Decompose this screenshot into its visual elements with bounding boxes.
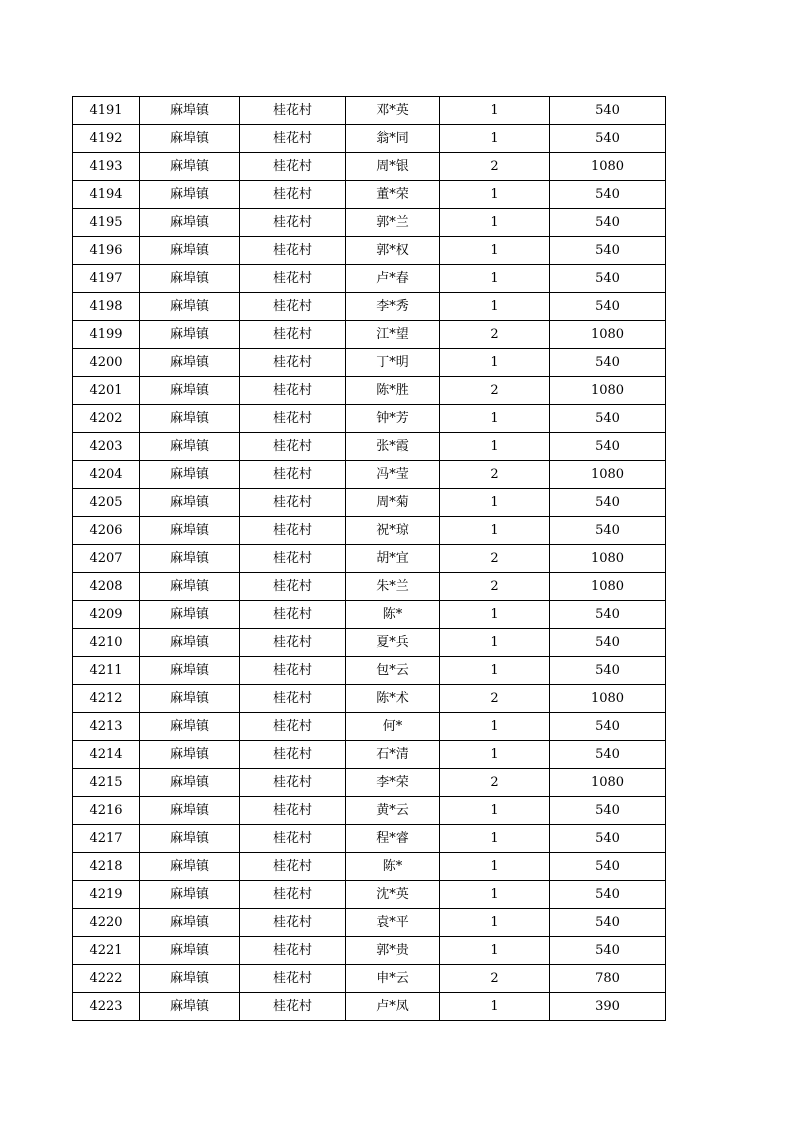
name-cell: 卢*凤 [346,993,440,1021]
table-row [73,461,666,489]
amount-cell: 540 [550,293,666,321]
data-table [72,96,666,1021]
count-cell: 1 [440,209,550,237]
count-cell: 1 [440,853,550,881]
amount-cell: 1080 [550,573,666,601]
count-cell: 2 [440,321,550,349]
row-number-cell: 4197 [73,265,140,293]
town-cell: 麻埠镇 [140,993,240,1021]
amount-cell: 540 [550,97,666,125]
village-cell: 桂花村 [240,433,346,461]
name-cell: 陈*胜 [346,377,440,405]
name-cell: 冯*莹 [346,461,440,489]
village-cell: 桂花村 [240,965,346,993]
amount-cell: 540 [550,517,666,545]
amount-cell: 540 [550,181,666,209]
count-cell: 1 [440,601,550,629]
name-cell: 翁*同 [346,125,440,153]
name-cell: 李*荣 [346,769,440,797]
village-cell: 桂花村 [240,209,346,237]
name-cell: 祝*琼 [346,517,440,545]
village-cell: 桂花村 [240,153,346,181]
row-number-cell: 4203 [73,433,140,461]
count-cell: 1 [440,741,550,769]
village-cell: 桂花村 [240,265,346,293]
table-row [73,685,666,713]
row-number-cell: 4205 [73,489,140,517]
name-cell: 陈* [346,853,440,881]
row-number-cell: 4220 [73,909,140,937]
village-cell: 桂花村 [240,713,346,741]
row-number-cell: 4221 [73,937,140,965]
table-row [73,377,666,405]
row-number-cell: 4196 [73,237,140,265]
count-cell: 2 [440,965,550,993]
row-number-cell: 4194 [73,181,140,209]
table-row [73,881,666,909]
row-number-cell: 4215 [73,769,140,797]
town-cell: 麻埠镇 [140,629,240,657]
village-cell: 桂花村 [240,797,346,825]
name-cell: 沈*英 [346,881,440,909]
village-cell: 桂花村 [240,741,346,769]
table-row [73,741,666,769]
row-number-cell: 4208 [73,573,140,601]
amount-cell: 1080 [550,685,666,713]
table-row [73,405,666,433]
count-cell: 2 [440,769,550,797]
amount-cell: 540 [550,797,666,825]
count-cell: 1 [440,713,550,741]
table-row [73,349,666,377]
amount-cell: 780 [550,965,666,993]
town-cell: 麻埠镇 [140,377,240,405]
count-cell: 1 [440,797,550,825]
count-cell: 2 [440,573,550,601]
town-cell: 麻埠镇 [140,825,240,853]
row-number-cell: 4201 [73,377,140,405]
village-cell: 桂花村 [240,293,346,321]
count-cell: 1 [440,909,550,937]
town-cell: 麻埠镇 [140,797,240,825]
town-cell: 麻埠镇 [140,741,240,769]
amount-cell: 540 [550,937,666,965]
name-cell: 钟*芳 [346,405,440,433]
amount-cell: 540 [550,489,666,517]
name-cell: 申*云 [346,965,440,993]
town-cell: 麻埠镇 [140,461,240,489]
row-number-cell: 4216 [73,797,140,825]
name-cell: 卢*春 [346,265,440,293]
count-cell: 2 [440,377,550,405]
row-number-cell: 4210 [73,629,140,657]
town-cell: 麻埠镇 [140,657,240,685]
village-cell: 桂花村 [240,825,346,853]
town-cell: 麻埠镇 [140,713,240,741]
table-row [73,657,666,685]
amount-cell: 540 [550,825,666,853]
village-cell: 桂花村 [240,181,346,209]
name-cell: 何* [346,713,440,741]
name-cell: 丁*明 [346,349,440,377]
village-cell: 桂花村 [240,881,346,909]
name-cell: 黄*云 [346,797,440,825]
village-cell: 桂花村 [240,685,346,713]
amount-cell: 540 [550,405,666,433]
name-cell: 夏*兵 [346,629,440,657]
count-cell: 1 [440,489,550,517]
count-cell: 1 [440,97,550,125]
table-row [73,797,666,825]
town-cell: 麻埠镇 [140,601,240,629]
name-cell: 郭*兰 [346,209,440,237]
town-cell: 麻埠镇 [140,965,240,993]
name-cell: 董*荣 [346,181,440,209]
amount-cell: 540 [550,629,666,657]
table-row [73,97,666,125]
table-row [73,937,666,965]
town-cell: 麻埠镇 [140,937,240,965]
town-cell: 麻埠镇 [140,769,240,797]
row-number-cell: 4202 [73,405,140,433]
table-row [73,825,666,853]
count-cell: 2 [440,685,550,713]
count-cell: 2 [440,153,550,181]
village-cell: 桂花村 [240,853,346,881]
table-row [73,125,666,153]
row-number-cell: 4213 [73,713,140,741]
town-cell: 麻埠镇 [140,265,240,293]
name-cell: 张*霞 [346,433,440,461]
table-row [73,853,666,881]
table-row [73,433,666,461]
count-cell: 1 [440,937,550,965]
count-cell: 1 [440,181,550,209]
count-cell: 1 [440,629,550,657]
village-cell: 桂花村 [240,377,346,405]
amount-cell: 540 [550,853,666,881]
village-cell: 桂花村 [240,349,346,377]
name-cell: 周*银 [346,153,440,181]
town-cell: 麻埠镇 [140,293,240,321]
name-cell: 江*望 [346,321,440,349]
town-cell: 麻埠镇 [140,97,240,125]
amount-cell: 540 [550,433,666,461]
amount-cell: 1080 [550,321,666,349]
amount-cell: 540 [550,713,666,741]
row-number-cell: 4191 [73,97,140,125]
row-number-cell: 4211 [73,657,140,685]
village-cell: 桂花村 [240,321,346,349]
row-number-cell: 4223 [73,993,140,1021]
table-body [73,97,666,1021]
town-cell: 麻埠镇 [140,517,240,545]
village-cell: 桂花村 [240,601,346,629]
name-cell: 邓*英 [346,97,440,125]
count-cell: 1 [440,881,550,909]
village-cell: 桂花村 [240,405,346,433]
town-cell: 麻埠镇 [140,545,240,573]
row-number-cell: 4195 [73,209,140,237]
name-cell: 胡*宜 [346,545,440,573]
count-cell: 2 [440,461,550,489]
amount-cell: 1080 [550,461,666,489]
table-row [73,601,666,629]
amount-cell: 540 [550,125,666,153]
town-cell: 麻埠镇 [140,153,240,181]
count-cell: 1 [440,125,550,153]
row-number-cell: 4198 [73,293,140,321]
count-cell: 2 [440,545,550,573]
table-row [73,769,666,797]
name-cell: 包*云 [346,657,440,685]
village-cell: 桂花村 [240,545,346,573]
village-cell: 桂花村 [240,237,346,265]
amount-cell: 540 [550,237,666,265]
village-cell: 桂花村 [240,993,346,1021]
row-number-cell: 4206 [73,517,140,545]
table-row [73,153,666,181]
row-number-cell: 4207 [73,545,140,573]
count-cell: 1 [440,433,550,461]
table-row [73,909,666,937]
amount-cell: 540 [550,601,666,629]
row-number-cell: 4193 [73,153,140,181]
name-cell: 陈*术 [346,685,440,713]
row-number-cell: 4192 [73,125,140,153]
table-row [73,629,666,657]
town-cell: 麻埠镇 [140,853,240,881]
name-cell: 程*睿 [346,825,440,853]
amount-cell: 1080 [550,545,666,573]
name-cell: 郭*权 [346,237,440,265]
name-cell: 郭*贵 [346,937,440,965]
table-row [73,965,666,993]
village-cell: 桂花村 [240,489,346,517]
village-cell: 桂花村 [240,97,346,125]
count-cell: 1 [440,349,550,377]
table-row [73,489,666,517]
town-cell: 麻埠镇 [140,433,240,461]
table-row [73,293,666,321]
table-row [73,237,666,265]
name-cell: 袁*平 [346,909,440,937]
village-cell: 桂花村 [240,769,346,797]
town-cell: 麻埠镇 [140,909,240,937]
amount-cell: 1080 [550,377,666,405]
amount-cell: 540 [550,881,666,909]
town-cell: 麻埠镇 [140,349,240,377]
town-cell: 麻埠镇 [140,881,240,909]
town-cell: 麻埠镇 [140,321,240,349]
row-number-cell: 4212 [73,685,140,713]
name-cell: 陈* [346,601,440,629]
count-cell: 1 [440,517,550,545]
row-number-cell: 4204 [73,461,140,489]
town-cell: 麻埠镇 [140,237,240,265]
amount-cell: 1080 [550,769,666,797]
name-cell: 李*秀 [346,293,440,321]
table-row [73,181,666,209]
village-cell: 桂花村 [240,517,346,545]
amount-cell: 1080 [550,153,666,181]
amount-cell: 390 [550,993,666,1021]
town-cell: 麻埠镇 [140,181,240,209]
town-cell: 麻埠镇 [140,685,240,713]
town-cell: 麻埠镇 [140,489,240,517]
town-cell: 麻埠镇 [140,405,240,433]
village-cell: 桂花村 [240,461,346,489]
row-number-cell: 4199 [73,321,140,349]
village-cell: 桂花村 [240,629,346,657]
count-cell: 1 [440,993,550,1021]
village-cell: 桂花村 [240,657,346,685]
amount-cell: 540 [550,265,666,293]
row-number-cell: 4200 [73,349,140,377]
table-row [73,209,666,237]
amount-cell: 540 [550,909,666,937]
village-cell: 桂花村 [240,909,346,937]
table-row [73,993,666,1021]
table-row [73,573,666,601]
count-cell: 1 [440,825,550,853]
count-cell: 1 [440,237,550,265]
table-row [73,265,666,293]
table-row [73,713,666,741]
count-cell: 1 [440,265,550,293]
name-cell: 朱*兰 [346,573,440,601]
amount-cell: 540 [550,741,666,769]
row-number-cell: 4222 [73,965,140,993]
row-number-cell: 4219 [73,881,140,909]
town-cell: 麻埠镇 [140,209,240,237]
village-cell: 桂花村 [240,937,346,965]
amount-cell: 540 [550,349,666,377]
count-cell: 1 [440,293,550,321]
name-cell: 周*菊 [346,489,440,517]
town-cell: 麻埠镇 [140,573,240,601]
town-cell: 麻埠镇 [140,125,240,153]
table-row [73,545,666,573]
name-cell: 石*清 [346,741,440,769]
amount-cell: 540 [550,657,666,685]
table-row [73,517,666,545]
count-cell: 1 [440,405,550,433]
table-row [73,321,666,349]
row-number-cell: 4217 [73,825,140,853]
count-cell: 1 [440,657,550,685]
village-cell: 桂花村 [240,573,346,601]
row-number-cell: 4209 [73,601,140,629]
row-number-cell: 4214 [73,741,140,769]
row-number-cell: 4218 [73,853,140,881]
amount-cell: 540 [550,209,666,237]
village-cell: 桂花村 [240,125,346,153]
